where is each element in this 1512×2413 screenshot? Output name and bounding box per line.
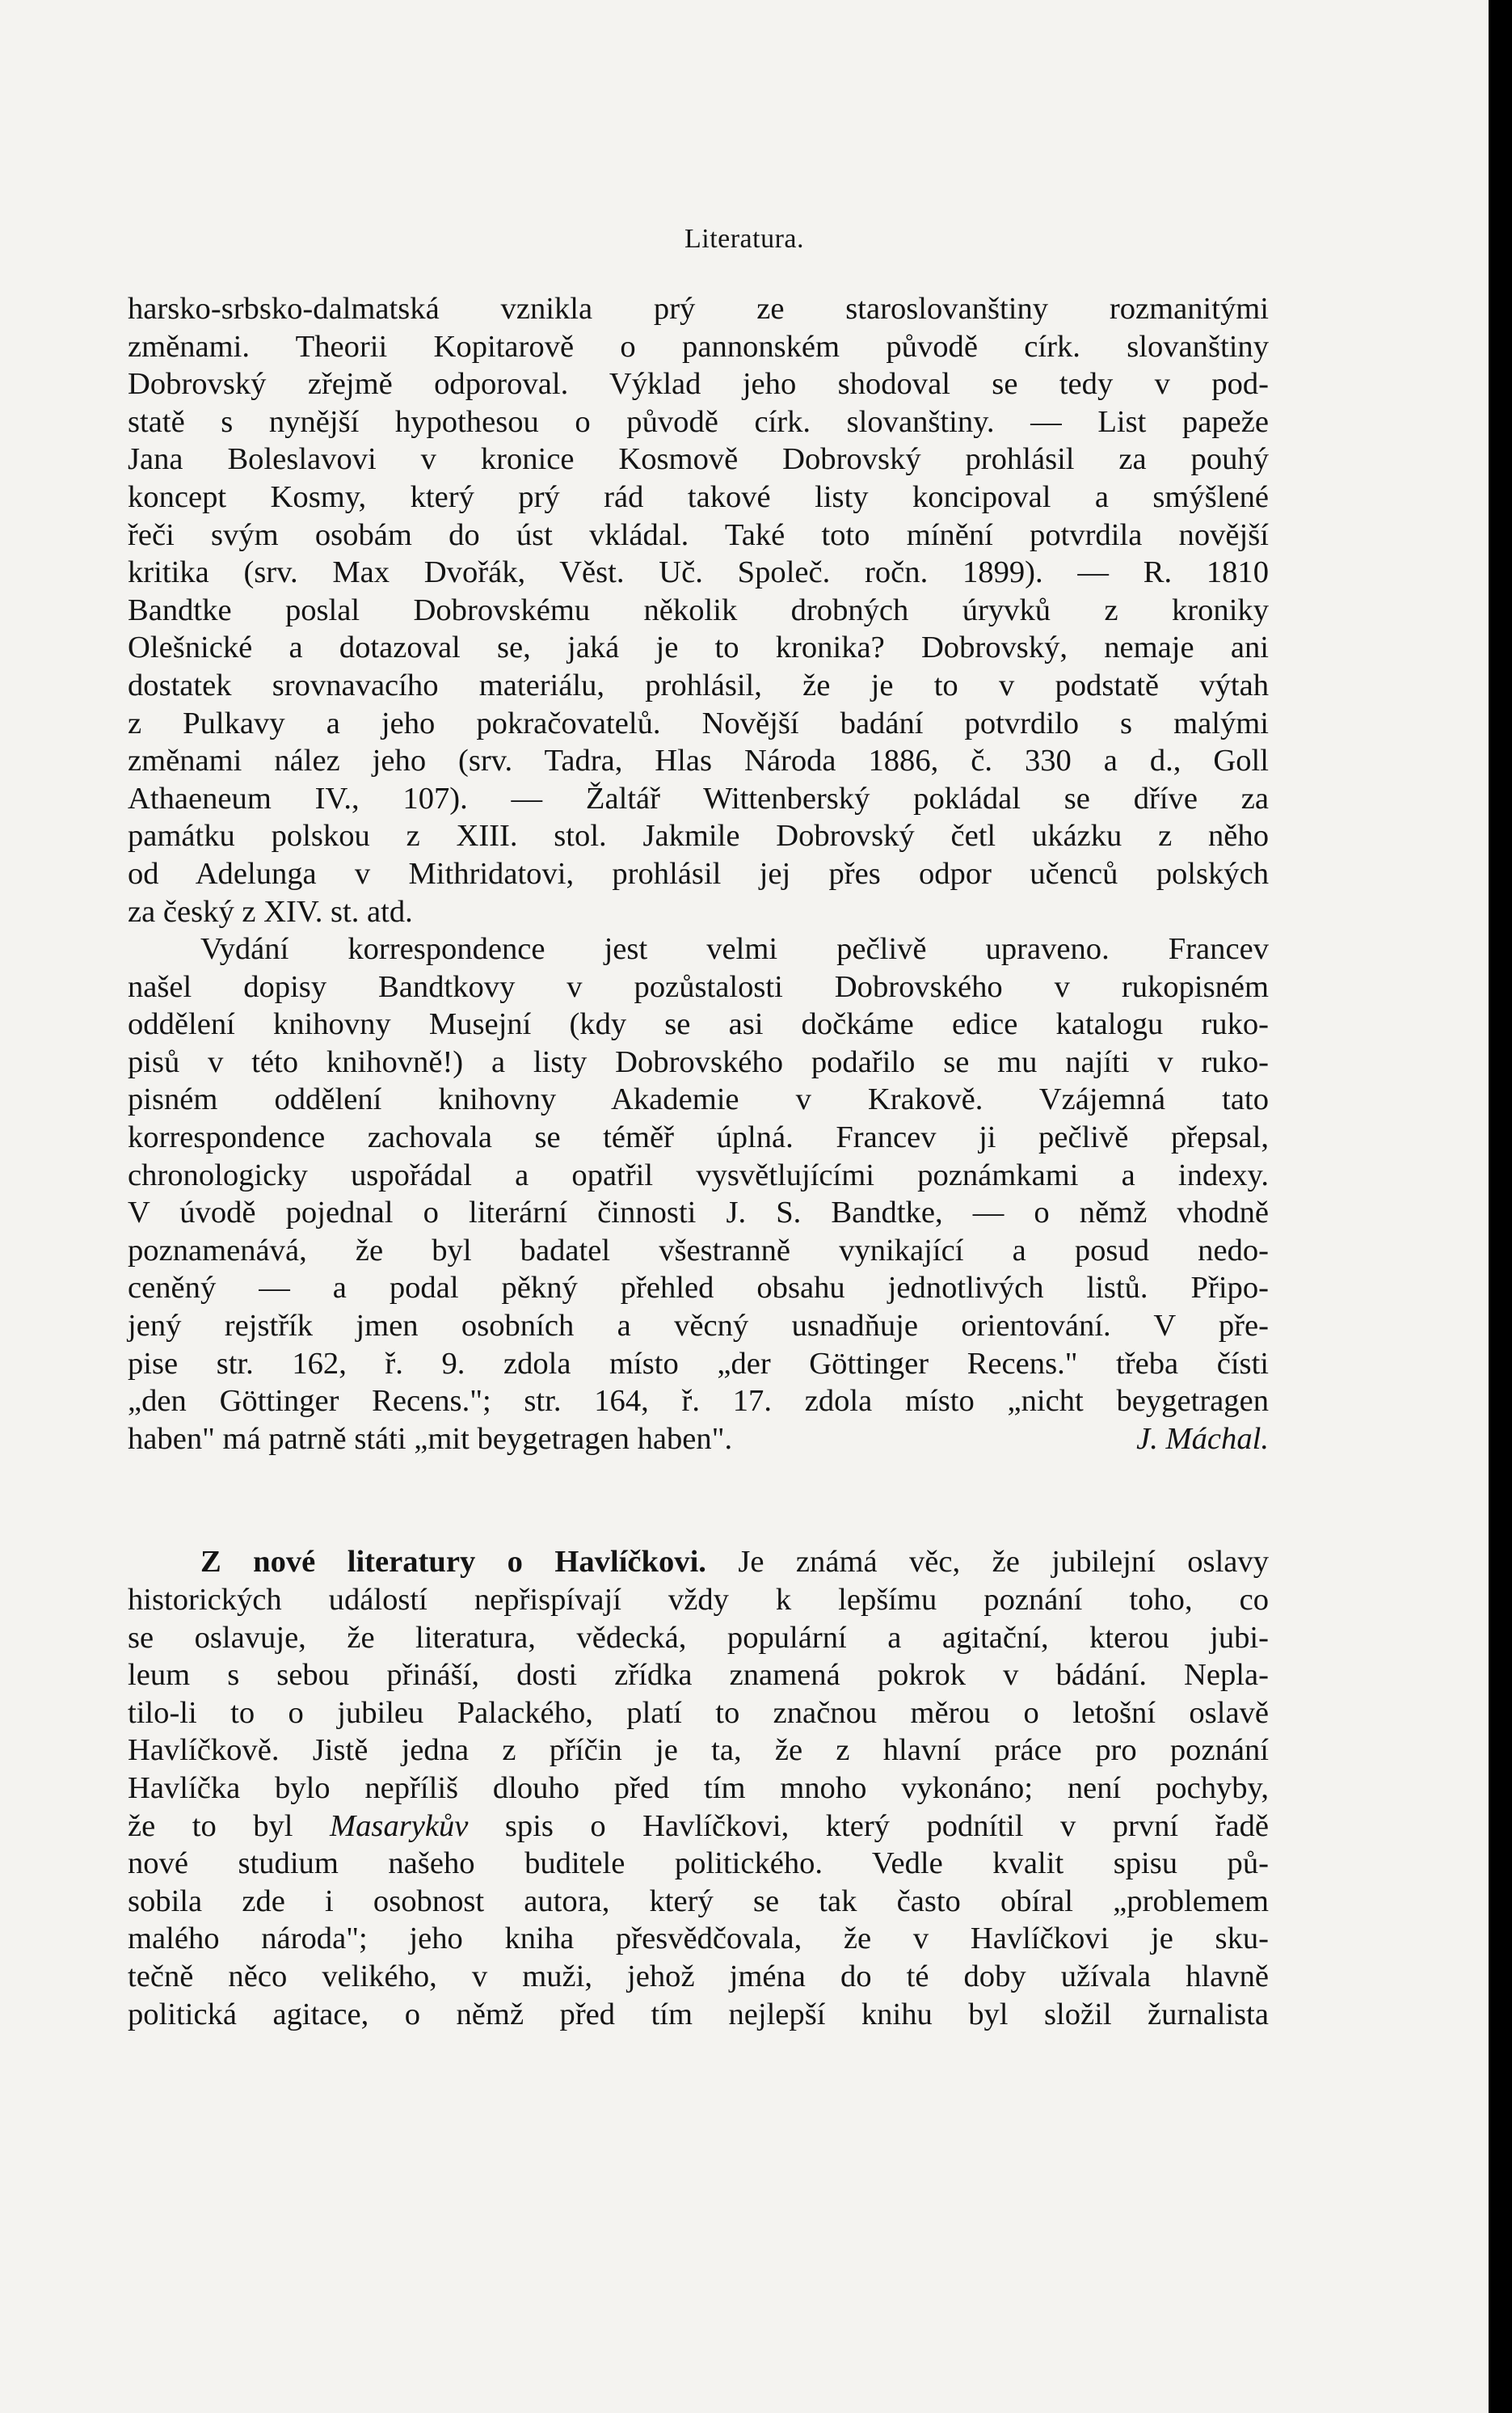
text-line: oddělení knihovny Musejní (kdy se asi dočkáme edice katalogu ruko-	[128, 1007, 1269, 1042]
text-line: Dobrovský zřejmě odporoval. Výklad jeho shodoval se tedy v pod-	[128, 367, 1269, 402]
paragraph-correspondence	[128, 930, 1269, 1458]
paragraph-havlicek	[128, 1543, 1269, 2033]
text-segment: spis o Havlíčkovi, který podnítil v první řadě	[504, 1808, 1270, 1843]
text-line: historických událostí nepřispívají vždy k lepšímu poznání toho, co	[128, 1583, 1269, 1617]
text-segment: že to byl	[128, 1808, 293, 1843]
text-line: řeči svým osobám do úst vkládal. Také toto mínění potvrdila novější	[128, 517, 1269, 552]
text-line	[128, 1420, 1269, 1458]
text-line: tilo-li to o jubileu Palackého, platí to značnou měrou o letošní oslavě	[128, 1695, 1269, 1730]
text-line: Olešnické a dotazoval se, jaká je to kronika? Dobrovský, nemaje ani	[128, 631, 1269, 665]
text-line: pise str. 162, ř. 9. zdola místo „der Göttinger Recens." třeba čísti	[128, 1346, 1269, 1381]
text-line: malého národa"; jeho kniha přesvědčovala, že v Havlíčkovi je sku-	[128, 1922, 1269, 1956]
text-line: leum s sebou přináší, dosti zřídka znamená pokrok v bádání. Nepla-	[128, 1658, 1269, 1693]
text-line: ceněný — a podal pěkný přehled obsahu jednotlivých listů. Připo-	[128, 1271, 1269, 1306]
body-text	[128, 290, 1269, 2033]
running-head: Literatura.	[684, 224, 805, 254]
text-line: Havlíčkově. Jistě jedna z příčin je ta, že z hlavní práce pro poznání	[128, 1733, 1269, 1768]
text-line	[128, 1543, 1269, 1581]
text-line: statě s nynější hypothesou o původě círk. slovanštiny. — List papeže	[128, 404, 1269, 439]
text-line: Bandtke poslal Dobrovskému několik drobných úryvků z kroniky	[128, 593, 1269, 627]
text-line: Jana Boleslavovi v kronice Kosmově Dobrovský prohlásil za pouhý	[128, 442, 1269, 477]
text-line: politická agitace, o němž před tím nejlepší knihu byl složil žurnalista	[128, 1997, 1269, 2031]
section-heading: Z nové literatury o Havlíčkovi.	[200, 1545, 706, 1580]
text-line: změnami. Theorii Kopitarově o pannonském původě círk. slovanštiny	[128, 329, 1269, 364]
author-signature: J. Máchal.	[1136, 1421, 1269, 1456]
text-line: Vydání korrespondence jest velmi pečlivě upraveno. Francev	[200, 932, 1269, 967]
text-line: od Adelunga v Mithridatovi, prohlásil jej přes odpor učenců polských	[128, 856, 1269, 891]
italic-title: Masarykův	[330, 1808, 469, 1843]
text-line: nové studium našeho buditele politického. Vedle kvalit spisu pů-	[128, 1846, 1269, 1881]
last-line-text: haben" má patrně státi „mit beygetragen haben".	[128, 1421, 733, 1456]
text-line: Athaeneum IV., 107). — Žaltář Wittenberský pokládal se dříve za	[128, 781, 1269, 816]
text-line: koncept Kosmy, který prý rád takové listy koncipoval a smýšlené	[128, 479, 1269, 514]
text-line: památku polskou z XIII. stol. Jakmile Dobrovský četl ukázku z něho	[128, 819, 1269, 854]
section-gap	[128, 1458, 1269, 1543]
text-line: korrespondence zachovala se téměř úplná. Francev ji pečlivě přepsal,	[128, 1120, 1269, 1155]
text-line	[128, 1808, 1269, 1846]
paragraph-continued	[128, 290, 1269, 930]
text-line: chronologicky uspořádal a opatřil vysvětlujícími poznámkami a indexy.	[128, 1158, 1269, 1192]
text-line: pisném oddělení knihovny Akademie v Krakově. Vzájemná tato	[128, 1082, 1269, 1117]
text-line: V úvodě pojednal o literární činnosti J. S. Bandtke, — o němž vhodně	[128, 1196, 1269, 1230]
text-line: pisů v této knihovně!) a listy Dobrovského podařilo se mu najíti v ruko-	[128, 1044, 1269, 1079]
text-line: dostatek srovnavacího materiálu, prohlásil, že je to v podstatě výtah	[128, 668, 1269, 702]
text-line: tečně něco velikého, v muži, jehož jména do té doby užívala hlavně	[128, 1959, 1269, 1993]
text-line: „den Göttinger Recens."; str. 164, ř. 17. zdola místo „nicht beygetragen	[128, 1384, 1269, 1419]
text-line: poznamenává, že byl badatel všestranně vynikající a posud nedo-	[128, 1233, 1269, 1268]
text-line: Havlíčka bylo nepříliš dlouho před tím mnoho vykonáno; není pochyby,	[128, 1770, 1269, 1805]
text-line: změnami nález jeho (srv. Tadra, Hlas Národa 1886, č. 330 a d., Goll	[128, 744, 1269, 778]
text-line: harsko-srbsko-dalmatská vznikla prý ze staroslovanštiny rozmanitými	[128, 292, 1269, 326]
text-line: našel dopisy Bandtkovy v pozůstalosti Dobrovského v rukopisném	[128, 969, 1269, 1004]
text-line: se oslavuje, že literatura, vědecká, populární a agitační, kterou jubi-	[128, 1620, 1269, 1655]
text-line: jený rejstřík jmen osobních a věcný usnadňuje orientování. V pře-	[128, 1309, 1269, 1344]
text-line: kritika (srv. Max Dvořák, Věst. Uč. Společ. ročn. 1899). — R. 1810	[128, 555, 1269, 590]
text-line: sobila zde i osobnost autora, který se tak často obíral „problemem	[128, 1884, 1269, 1918]
text-line: za český z XIV. st. atd.	[128, 894, 413, 929]
text-line: z Pulkavy a jeho pokračovatelů. Novější badání potvrdilo s malými	[128, 706, 1269, 740]
heading-line-rest: Je známá věc, že jubilejní oslavy	[738, 1545, 1269, 1580]
